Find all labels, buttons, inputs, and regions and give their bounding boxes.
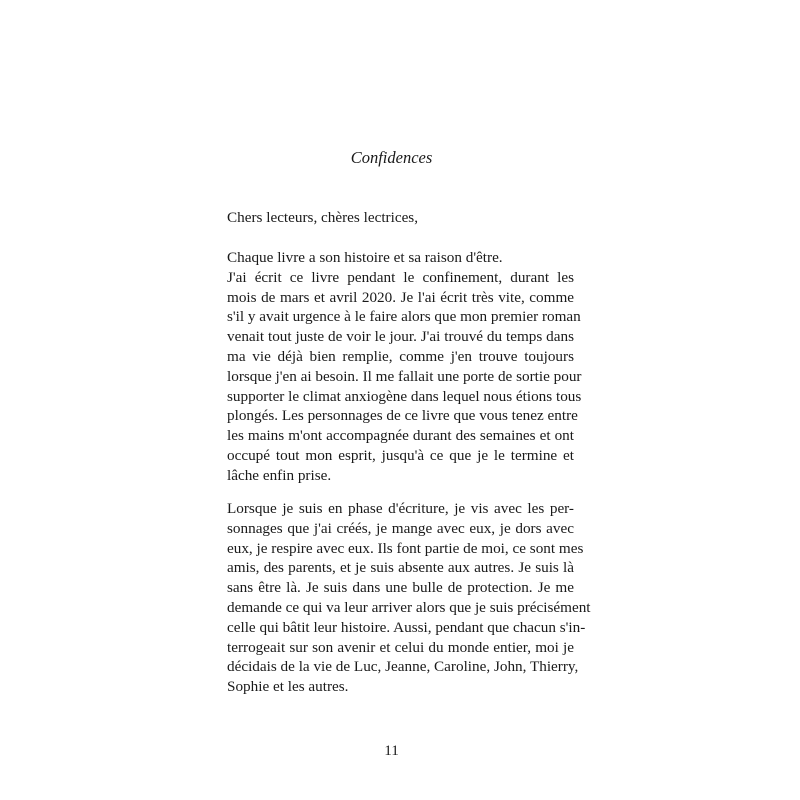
paragraph-line: Sophie et les autres. — [227, 678, 349, 696]
paragraph-line: J'ai écrit ce livre pendant le confinement, durant les — [227, 268, 574, 286]
paragraph-line: Chaque livre a son histoire et sa raison d'être. — [227, 249, 503, 266]
paragraph-line: amis, des parents, et je suis absente aux autres. Je suis là — [227, 559, 574, 577]
paragraph-line: plongés. Les personnages de ce livre que vous tenez entre — [227, 407, 578, 425]
paragraph-line: lorsque j'en ai besoin. Il me fallait une porte de sortie pour — [227, 367, 582, 385]
paragraph-line: sans être là. Je suis dans une bulle de protection. Je me — [227, 579, 574, 597]
chapter-title: Confidences — [350, 148, 433, 167]
salutation-line: Chers lecteurs, chères lectrices, — [227, 209, 419, 226]
paragraph-line: lâche enfin prise. — [227, 466, 332, 484]
paragraph-line: ma vie déjà bien remplie, comme j'en trouve toujours — [227, 347, 574, 365]
page-number: 11 — [384, 742, 399, 759]
paragraph-line: supporter le climat anxiogène dans lequel nous étions tous — [227, 387, 582, 405]
paragraph-line: sonnages que j'ai créés, je mange avec eux, je dors avec — [227, 519, 574, 537]
salutation — [227, 208, 574, 228]
paragraph-line: terrogeait sur son avenir et celui du monde entier, moi je — [227, 638, 574, 656]
paragraph-line: mois de mars et avril 2020. Je l'ai écrit très vite, comme — [227, 288, 574, 306]
paragraph-line: demande ce qui va leur arriver alors que je suis précisément — [227, 598, 591, 616]
paragraph-line: s'il y avait urgence à le faire alors que mon premier roman — [227, 308, 581, 326]
paragraph-line: venait tout juste de voir le jour. J'ai trouvé du temps dans — [227, 328, 574, 346]
paragraph-line: eux, je respire avec eux. Ils font partie de moi, ce sont mes — [227, 539, 584, 557]
paragraph-1 — [227, 248, 582, 486]
paragraph-2 — [227, 499, 591, 697]
paragraph-line: occupé tout mon esprit, jusqu'à ce que je le termine et — [227, 446, 574, 464]
paragraph-line: Lorsque je suis en phase d'écriture, je vis avec les per- — [227, 500, 574, 517]
paragraph-line: les mains m'ont accompagnée durant des semaines et ont — [227, 427, 574, 445]
paragraph-line: celle qui bâtit leur histoire. Aussi, pendant que chacun s'in- — [227, 618, 586, 636]
paragraph-line: décidais de la vie de Luc, Jeanne, Caroline, John, Thierry, — [227, 658, 579, 676]
